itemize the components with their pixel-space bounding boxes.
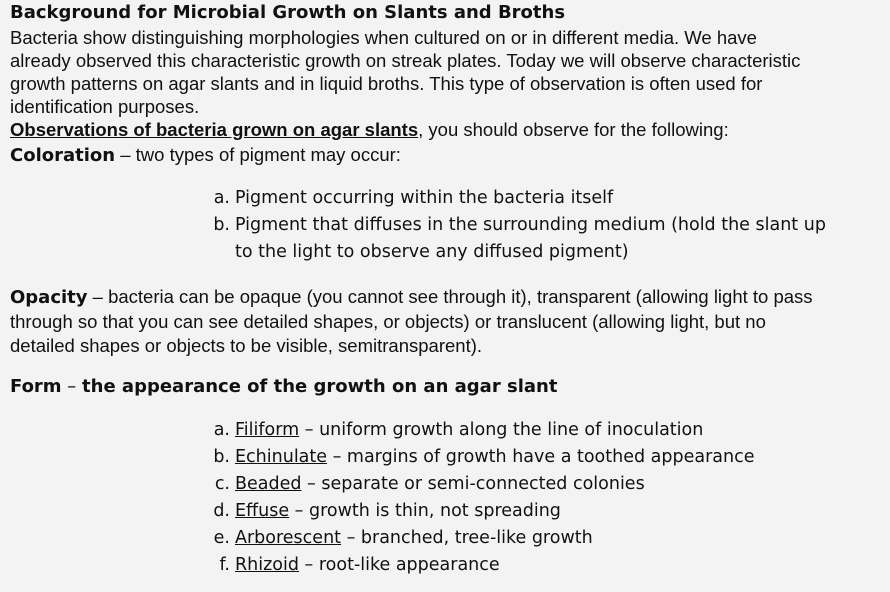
list-item-text: to the light to observe any diffused pigment) [235,242,629,262]
list-item [205,552,754,579]
intro-paragraph [10,26,890,118]
list-item [205,525,754,552]
form-list [205,417,754,579]
list-marker: b. [213,447,230,467]
opacity-line: detailed shapes or objects to be visible, semitransparent). [10,335,483,356]
opacity-line: through so that you can see detailed shapes, or objects) or translucent (allowing light, but no [10,311,766,332]
list-item-text [230,498,561,525]
form-line [10,375,557,399]
form-term: Beaded [235,474,302,494]
list-item-text [230,471,645,498]
opacity-paragraph [10,285,890,358]
opacity-label: Opacity [10,287,88,308]
list-marker [205,239,230,266]
intro-line: already observed this characteristic growth on streak plates. Today we will observe characteristic [10,50,801,71]
opacity-line [10,285,890,310]
list-item-text [230,444,754,471]
intro-line: growth patterns on agar slants and in liquid broths. This type of observation is often used for [10,73,763,94]
opacity-text: – bacteria can be opaque (you cannot see through it), transparent (allowing light to pass [87,286,813,307]
form-term: Rhizoid [235,555,299,575]
form-dash: – [61,376,83,397]
form-desc: – root-like appearance [298,555,500,575]
list-marker: b. [213,215,230,235]
list-item [205,212,826,239]
list-item [205,444,754,471]
coloration-list [205,185,826,266]
list-item [205,185,826,212]
list-item [205,498,754,525]
coloration-text: – two types of pigment may occur: [115,144,401,165]
form-label: Form [10,376,62,397]
coloration-line [10,143,401,168]
list-item-text [230,525,593,552]
document-heading: Background for Microbial Growth on Slants and Broths [10,2,566,23]
list-marker: a. [213,188,230,208]
list-item-text [230,417,703,444]
list-item-text: Pigment that diffuses in the surrounding medium (hold the slant up [235,215,826,235]
coloration-label: Coloration [10,145,116,166]
form-desc: – separate or semi-connected colonies [301,474,645,494]
list-marker: e. [213,528,230,548]
form-desc: – growth is thin, not spreading [289,501,561,521]
form-desc: – margins of growth have a toothed appearance [327,447,755,467]
list-marker: f. [219,555,230,575]
list-item [205,239,826,266]
observations-rest: , you should observe for the following: [418,119,729,140]
list-item [205,417,754,444]
list-item [205,471,754,498]
form-desc: – branched, tree-like growth [341,528,593,548]
form-term: Filiform [235,420,300,440]
list-marker: d. [213,501,230,521]
intro-line: identification purposes. [10,96,200,117]
form-term: Effuse [235,501,290,521]
observations-title: Observations of bacteria grown on agar slants [10,119,419,140]
list-item-text [230,552,500,579]
list-item-text: Pigment occurring within the bacteria itself [235,188,614,208]
form-term: Arborescent [235,528,342,548]
intro-line: Bacteria show distinguishing morphologies when cultured on or in different media. We have [10,27,757,48]
form-text: the appearance of the growth on an agar slant [82,376,558,397]
form-desc: – uniform growth along the line of inoculation [299,420,704,440]
list-marker: c. [214,474,230,494]
observations-line [10,118,729,141]
form-term: Echinulate [235,447,328,467]
list-marker: a. [213,420,230,440]
